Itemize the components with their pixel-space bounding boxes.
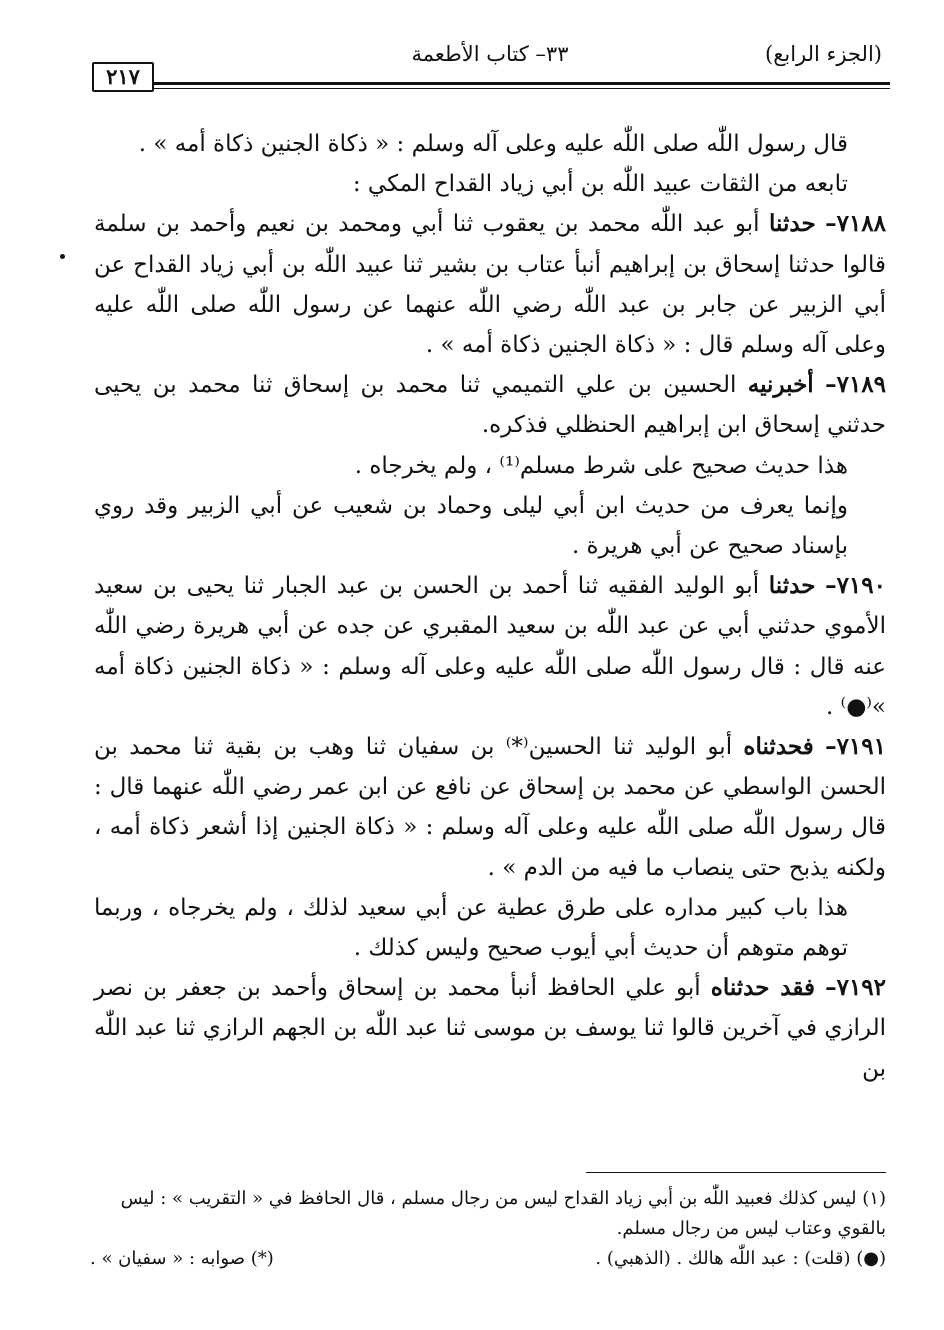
hadith-number: ٧١٩٠– xyxy=(825,572,886,600)
hadith-7191 xyxy=(94,727,886,888)
paragraph: تابعه من الثقات عبيد اللّٰه بن أبي زياد القداح المكي : xyxy=(352,171,848,198)
hadith-number: ٧١٩٢– xyxy=(825,974,887,1002)
hadith-text: أبو الوليد ثنا الحسين⁽*⁾ بن سفيان ثنا وهب بن بقية ثنا محمد بن الحسن الواسطي عن محمد بن إسحاق عن نافع عن ابن عمر رضي اللّٰه عنهما قال : قال رسول اللّٰه صلى اللّٰه عليه وعلى آله وسلم : « ذكاة الجنين إذا أشعر ذكاة أمه ، ولكنه يذبح حتى ينصاب ما فيه من الدم » . xyxy=(94,734,886,881)
hadith-7189 xyxy=(94,365,886,445)
page-header xyxy=(90,38,890,98)
footnote-separator xyxy=(586,1172,886,1173)
page-number: ٢١٧ xyxy=(92,62,154,92)
hadith-text: أبو علي الحافظ أنبأ محمد بن إسحاق وأحمد بن جعفر بن نصر الرازي في آخرين قالوا ثنا يوسف بن موسى ثنا عبد اللّٰه بن الجهم الرازي ثنا عبد اللّٰه بن xyxy=(94,975,886,1082)
main-text xyxy=(94,124,886,1089)
footnote-dot: (●) (قلت) : عبد اللّٰه هالك . (الذهبي) . xyxy=(595,1248,886,1269)
paragraph: هذا باب كبير مداره على طرق عطية عن أبي سعيد لذلك ، ولم يخرجاه ، وربما توهم متوهم أن حديث أبي أيوب صحيح وليس كذلك . xyxy=(94,894,848,962)
hadith-number: ٧١٨٩– xyxy=(825,371,887,399)
hadith-7192 xyxy=(94,968,886,1089)
hadith-lead: حدثنا xyxy=(768,572,816,600)
hadith-lead: أخبرنيه xyxy=(747,371,814,399)
footnote-1: (١) ليس كذلك فعبيد اللّٰه بن أبي زياد القداح ليس من رجال مسلم ، قال الحافظ في « التقريب » : ليس بالقوي وعتاب ليس من رجال مسلم. xyxy=(120,1188,886,1239)
hadith-number: ٧١٩١– xyxy=(825,733,886,761)
footnotes xyxy=(90,1184,886,1274)
hadith-text: أبو عبد اللّٰه محمد بن يعقوب ثنا أبي ومحمد بن نعيم وأحمد بن سلمة قالوا حدثنا إسحاق بن إبراهيم أنبأ عتاب بن بشير ثنا عبيد اللّٰه بن أبي زياد القداح عن أبي الزبير عن جابر بن عبد اللّٰه رضي اللّٰه عنهما عن رسول اللّٰه صلى اللّٰه عليه وعلى آله وسلم قال : « ذكاة الجنين ذكاة أمه » . xyxy=(94,211,886,359)
footnote-row xyxy=(90,1244,886,1274)
paragraph: قال رسول اللّٰه صلى اللّٰه عليه وعلى آله وسلم : « ذكاة الجنين ذكاة أمه » . xyxy=(138,131,848,157)
hadith-7190 xyxy=(94,566,886,727)
hadith-lead: فحدثناه xyxy=(743,733,814,761)
header-rule-thick xyxy=(154,82,890,85)
hadith-text: أبو الوليد الفقيه ثنا أحمد بن الحسن بن عبد الجبار ثنا يحيى بن سعيد الأموي حدثني أبي عن عبد اللّٰه بن سعيد المقبري عن جده عن أبي هريرة رضي اللّٰه عنه قال : قال رسول اللّٰه صلى اللّٰه عليه وعلى آله وسلم : « ذكاة الجنين ذكاة أمه »⁽●⁾ . xyxy=(94,573,886,720)
part-label: (الجزء الرابع) xyxy=(765,42,882,66)
chapter-title: ٣٣– كتاب الأطعمة xyxy=(411,42,569,66)
paragraph: وإنما يعرف من حديث ابن أبي ليلى وحماد بن شعيب عن أبي الزبير وقد روي بإسناد صحيح عن أبي هريرة . xyxy=(94,492,848,560)
hadith-number: ٧١٨٨– xyxy=(825,210,887,238)
header-rule-thin xyxy=(154,88,890,89)
hadith-lead: حدثنا xyxy=(769,210,816,238)
footnote-star: (*) صوابه : « سفيان » . xyxy=(90,1248,274,1269)
hadith-lead: فقد حدثناه xyxy=(710,974,815,1002)
paragraph: هذا حديث صحيح على شرط مسلم⁽¹⁾ ، ولم يخرجاه . xyxy=(354,452,848,479)
margin-dot xyxy=(60,254,65,259)
hadith-7188 xyxy=(94,204,886,365)
hadith-text: الحسين بن علي التميمي ثنا محمد بن إسحاق ثنا محمد بن يحيى حدثني إسحاق ابن إبراهيم الحنظلي فذكره. xyxy=(94,372,886,439)
